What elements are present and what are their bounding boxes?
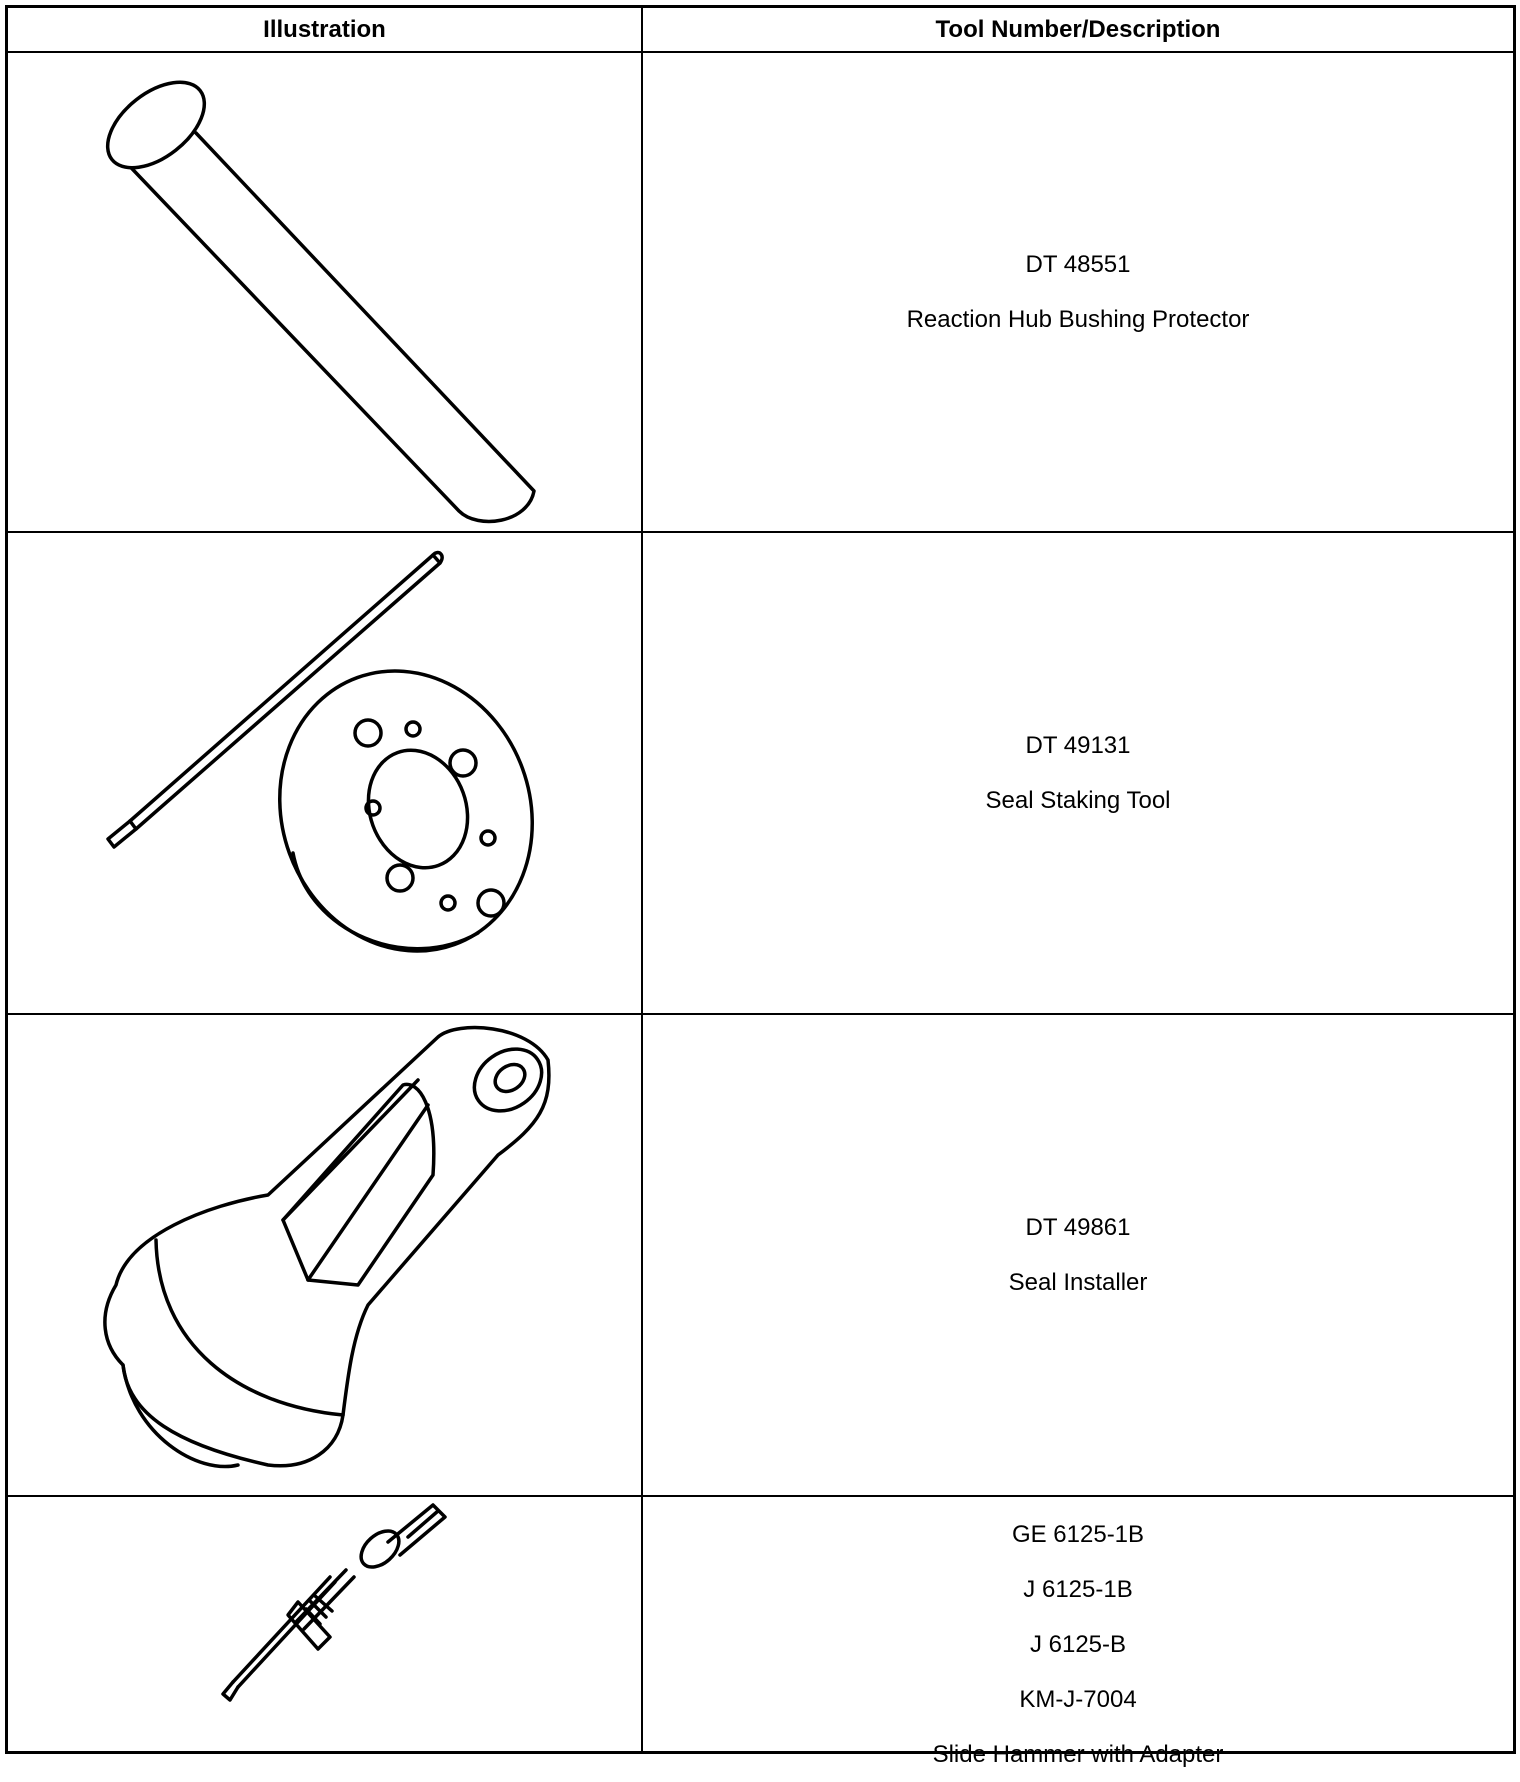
illustration-cell <box>8 1015 641 1495</box>
tool-description-cell <box>643 533 1513 1013</box>
header-tool-description: Tool Number/Description <box>935 15 1221 43</box>
tool-table <box>5 5 1516 1768</box>
seal-installer-icon <box>8 1015 641 1495</box>
bushing-protector-tube-icon <box>8 53 641 531</box>
tool-number: KM-J-7004 <box>1019 1686 1137 1713</box>
tool-number: J 6125-1B <box>1023 1576 1133 1603</box>
tool-number: DT 49131 <box>1025 732 1131 759</box>
tool-name: Reaction Hub Bushing Protector <box>906 306 1250 333</box>
tool-description-cell <box>643 53 1513 531</box>
illustration-cell <box>8 533 641 1013</box>
illustration-cell <box>8 1497 641 1754</box>
tool-description-cell <box>643 1015 1513 1495</box>
tool-number: GE 6125-1B <box>1011 1521 1145 1548</box>
tool-name: Slide Hammer with Adapter <box>932 1741 1224 1768</box>
seal-staking-tool-icon <box>8 533 641 1013</box>
tool-number: DT 48551 <box>1025 251 1131 278</box>
tool-name: Seal Staking Tool <box>985 787 1171 814</box>
slide-hammer-icon <box>8 1497 641 1754</box>
tool-number: J 6125-B <box>1029 1631 1127 1658</box>
illustration-cell <box>8 53 641 531</box>
tool-number: DT 49861 <box>1025 1214 1131 1241</box>
header-illustration: Illustration <box>263 15 386 43</box>
tool-description-cell <box>643 1497 1513 1768</box>
tool-name: Seal Installer <box>1008 1269 1148 1296</box>
